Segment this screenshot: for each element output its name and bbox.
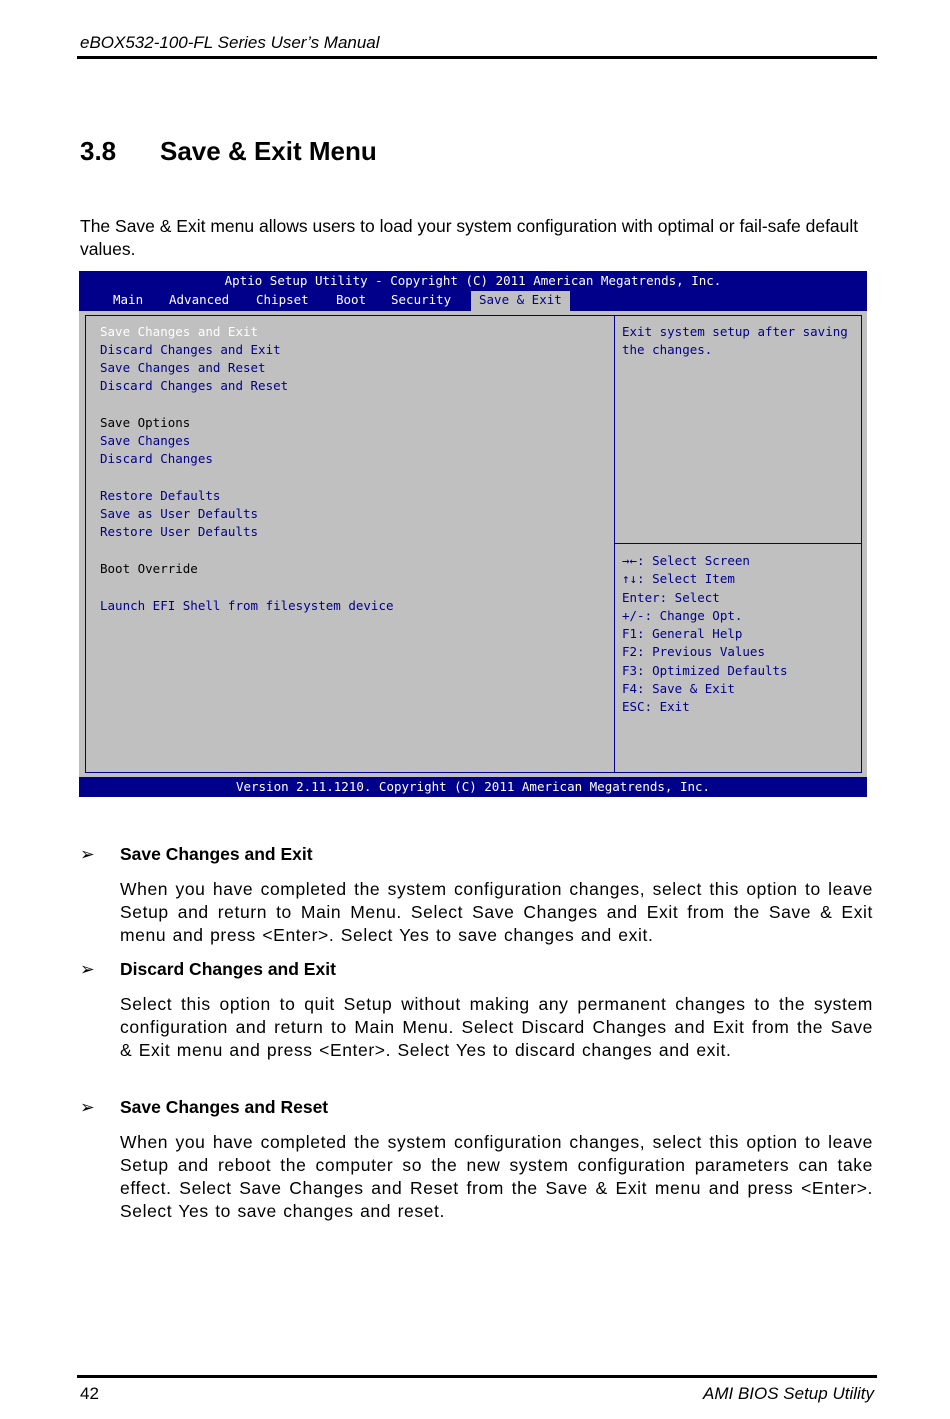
- entry-body: When you have completed the system configuration changes, select this option to leave Setup and reboot the computer so the new system configuration parameters can take effect. Select Save Changes and Reset from the Save & Exit menu and press <Enter>. Select Yes to save changes and reset.: [120, 1132, 873, 1221]
- bios-item-save-changes[interactable]: Save Changes: [100, 433, 191, 448]
- bios-group-boot-override: Boot Override: [100, 561, 198, 576]
- tab-main[interactable]: Main: [113, 292, 144, 307]
- entry-title: [80, 959, 336, 980]
- header-rule: [77, 56, 877, 59]
- bios-title: Aptio Setup Utility - Copyright (C) 2011 American Megatrends, Inc.: [224, 273, 722, 288]
- bios-item-discard-changes-and-exit[interactable]: Discard Changes and Exit: [100, 342, 281, 357]
- bios-item-discard-changes[interactable]: Discard Changes: [100, 451, 213, 466]
- key-hint-esc: ESC: Exit: [622, 699, 690, 715]
- bios-tab-bar: [79, 291, 867, 311]
- bios-item-save-changes-and-reset[interactable]: Save Changes and Reset: [100, 360, 266, 375]
- bullet-arrow-icon: ➢: [80, 1097, 95, 1117]
- key-hint-f4: F4: Save & Exit: [622, 681, 735, 697]
- chapter-title: AMI BIOS Setup Utility: [703, 1384, 874, 1403]
- key-hint-select-item: ↑↓: Select Item: [622, 571, 735, 587]
- bios-item-discard-changes-and-reset[interactable]: Discard Changes and Reset: [100, 378, 289, 393]
- bios-key-legend: [622, 552, 788, 717]
- bios-item-launch-efi-shell[interactable]: Launch EFI Shell from filesystem device: [100, 598, 394, 613]
- bios-help-line: the changes.: [622, 342, 713, 357]
- bullet-arrow-icon: ➢: [80, 959, 95, 979]
- tab-chipset[interactable]: Chipset: [256, 292, 309, 307]
- key-hint-f1: F1: General Help: [622, 626, 743, 642]
- bios-screenshot: [79, 271, 867, 797]
- bios-item-save-as-user-defaults[interactable]: Save as User Defaults: [100, 506, 259, 521]
- key-hint-enter: Enter: Select: [622, 589, 720, 605]
- section-number: 3.8: [80, 136, 117, 166]
- entry-title-text: Save Changes and Exit: [120, 844, 313, 864]
- section-heading: [80, 136, 377, 167]
- bios-top-bar: [79, 271, 867, 311]
- entry-title-text: Discard Changes and Exit: [120, 959, 336, 979]
- tab-security[interactable]: Security: [391, 292, 452, 307]
- manual-title: eBOX532-100-FL Series User’s Manual: [80, 33, 380, 52]
- entry-title: [80, 844, 313, 865]
- bios-item-restore-defaults[interactable]: Restore Defaults: [100, 488, 221, 503]
- key-hint-f3: F3: Optimized Defaults: [622, 662, 788, 678]
- bullet-arrow-icon: ➢: [80, 844, 95, 864]
- tab-advanced[interactable]: Advanced: [169, 292, 230, 307]
- key-hint-change-opt: +/-: Change Opt.: [622, 607, 743, 623]
- entry-body: When you have completed the system configuration changes, select this option to leave Setup and return to Main Menu. Select Save Changes and Exit from the Save & Exit menu and press <Enter>. Select Yes to save changes and exit.: [120, 879, 873, 945]
- key-hint-f2: F2: Previous Values: [622, 644, 765, 660]
- footer-rule: [77, 1375, 877, 1378]
- bios-group-save-options: Save Options: [100, 415, 191, 430]
- tab-save-exit[interactable]: Save & Exit: [471, 291, 570, 311]
- intro-paragraph: The Save & Exit menu allows users to load your system configuration with optimal or fail-safe default values.: [80, 216, 859, 259]
- page-number: 42: [80, 1384, 99, 1403]
- entry-body: Select this option to quit Setup without making any permanent changes to the system configuration and return to Main Menu. Select Discard Changes and Exit from the Save & Exit menu and press <Enter>. Select Yes to discard changes and exit.: [120, 994, 873, 1060]
- entry-title: [80, 1097, 328, 1118]
- bios-item-save-changes-and-exit[interactable]: Save Changes and Exit: [100, 324, 259, 339]
- section-title: Save & Exit Menu: [160, 136, 377, 166]
- tab-boot[interactable]: Boot: [336, 292, 367, 307]
- entry-title-text: Save Changes and Reset: [120, 1097, 329, 1117]
- bios-item-restore-user-defaults[interactable]: Restore User Defaults: [100, 524, 259, 539]
- bios-divider-horizontal: [615, 543, 862, 544]
- bios-help-line: Exit system setup after saving: [622, 324, 848, 339]
- key-hint-select-screen: →←: Select Screen: [622, 553, 750, 568]
- bios-divider-vertical: [614, 315, 615, 773]
- bios-footer: Version 2.11.1210. Copyright (C) 2011 American Megatrends, Inc.: [79, 777, 867, 797]
